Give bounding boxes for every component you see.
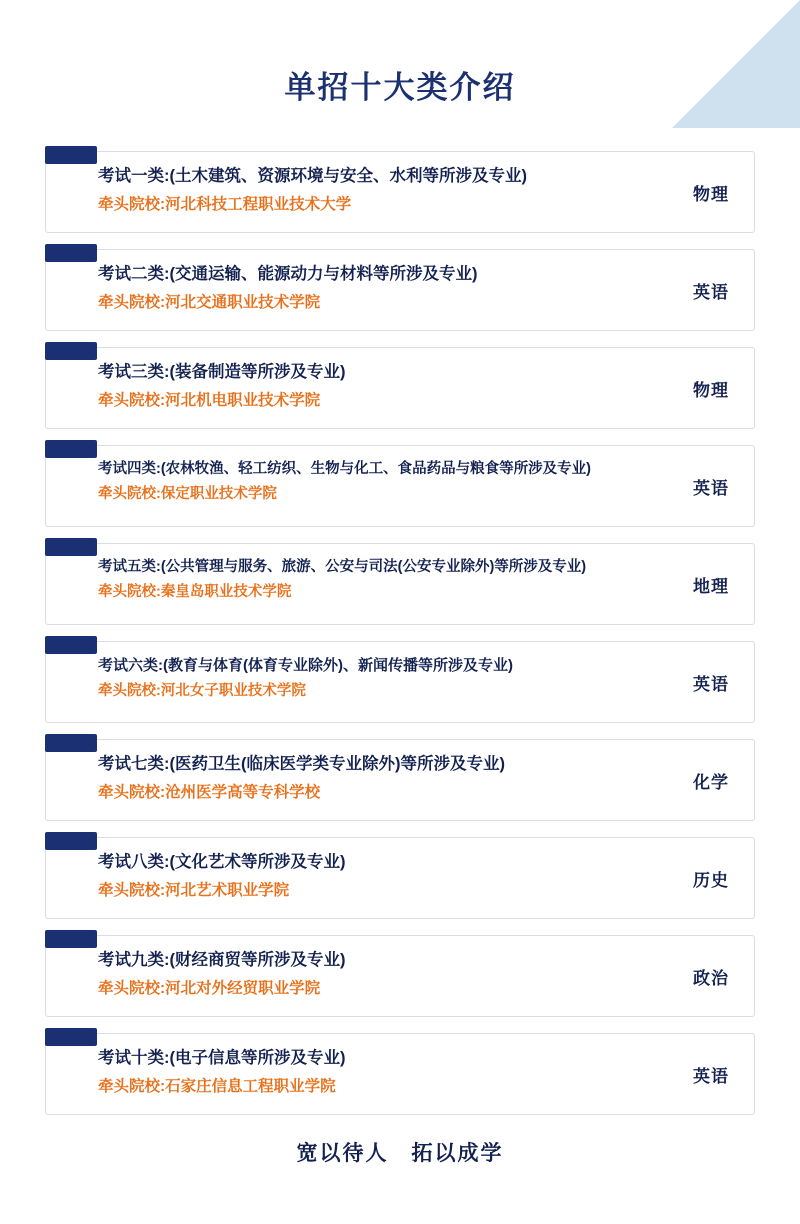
row-body [46, 544, 668, 624]
row-marker-tab [45, 734, 97, 752]
table-row [45, 151, 755, 233]
row-body [46, 838, 668, 918]
row-school-label: 牵头院校:河北女子职业技术学院 [98, 682, 306, 699]
row-category-label: 考试六类:(教育与体育(体育专业除外)、新闻传播等所涉及专业) [98, 657, 513, 674]
table-row [45, 641, 755, 723]
row-category-label: 考试七类:(医药卫生(临床医学类专业除外)等所涉及专业) [98, 755, 505, 773]
row-body [46, 348, 668, 428]
row-school-label: 牵头院校:河北科技工程职业技术大学 [98, 195, 352, 213]
row-subject-label: 历史 [693, 870, 729, 890]
row-marker-tab [45, 244, 97, 262]
row-school-label: 牵头院校:石家庄信息工程职业学院 [98, 1077, 336, 1095]
row-category-label: 考试一类:(土木建筑、资源环境与安全、水利等所涉及专业) [98, 167, 527, 185]
row-marker-tab [45, 342, 97, 360]
row-marker-tab [45, 1028, 97, 1046]
row-subject-label: 英语 [693, 674, 729, 694]
row-subject-label: 地理 [693, 576, 729, 596]
table-row [45, 1033, 755, 1115]
row-category-label: 考试十类:(电子信息等所涉及专业) [98, 1049, 346, 1067]
row-subject-label: 英语 [693, 282, 729, 302]
row-body [46, 740, 668, 820]
row-category-label: 考试九类:(财经商贸等所涉及专业) [98, 951, 346, 969]
table-row [45, 347, 755, 429]
row-subject-label: 化学 [693, 772, 729, 792]
row-category-label: 考试八类:(文化艺术等所涉及专业) [98, 853, 346, 871]
table-row [45, 935, 755, 1017]
table-row [45, 249, 755, 331]
row-school-label: 牵头院校:沧州医学高等专科学校 [98, 783, 321, 801]
row-body [46, 1034, 668, 1114]
row-school-label: 牵头院校:秦皇岛职业技术学院 [98, 584, 292, 601]
row-subject-label: 英语 [693, 1066, 729, 1086]
table-row [45, 837, 755, 919]
row-school-label: 牵头院校:河北对外经贸职业学院 [98, 979, 321, 997]
row-body [46, 446, 668, 526]
row-category-label: 考试四类:(农林牧渔、轻工纺织、生物与化工、食品药品与粮食等所涉及专业) [98, 461, 591, 477]
row-subject-label: 物理 [693, 380, 729, 400]
row-marker-tab [45, 146, 97, 164]
row-body [46, 936, 668, 1016]
row-body [46, 642, 668, 722]
row-marker-tab [45, 636, 97, 654]
table-row [45, 739, 755, 821]
row-school-label: 牵头院校:河北交通职业技术学院 [98, 293, 321, 311]
row-school-label: 牵头院校:河北艺术职业学院 [98, 881, 290, 899]
page-footer-slogan: 宽以待人 拓以成学 [296, 1142, 504, 1165]
row-subject-label: 政治 [693, 968, 729, 988]
row-category-label: 考试二类:(交通运输、能源动力与材料等所涉及专业) [98, 265, 478, 283]
table-row [45, 543, 755, 625]
row-body [46, 250, 668, 330]
row-marker-tab [45, 538, 97, 556]
row-category-label: 考试五类:(公共管理与服务、旅游、公安与司法(公安专业除外)等所涉及专业) [98, 559, 587, 575]
row-marker-tab [45, 440, 97, 458]
category-list [45, 151, 755, 1115]
row-marker-tab [45, 930, 97, 948]
row-school-label: 牵头院校:河北机电职业技术学院 [98, 391, 321, 409]
table-row [45, 445, 755, 527]
row-subject-label: 物理 [693, 184, 729, 204]
row-category-label: 考试三类:(装备制造等所涉及专业) [98, 363, 346, 381]
row-subject-label: 英语 [693, 478, 729, 498]
row-body [46, 152, 668, 232]
row-marker-tab [45, 832, 97, 850]
page-title: 单招十大类介绍 [284, 70, 516, 105]
row-school-label: 牵头院校:保定职业技术学院 [98, 486, 277, 503]
